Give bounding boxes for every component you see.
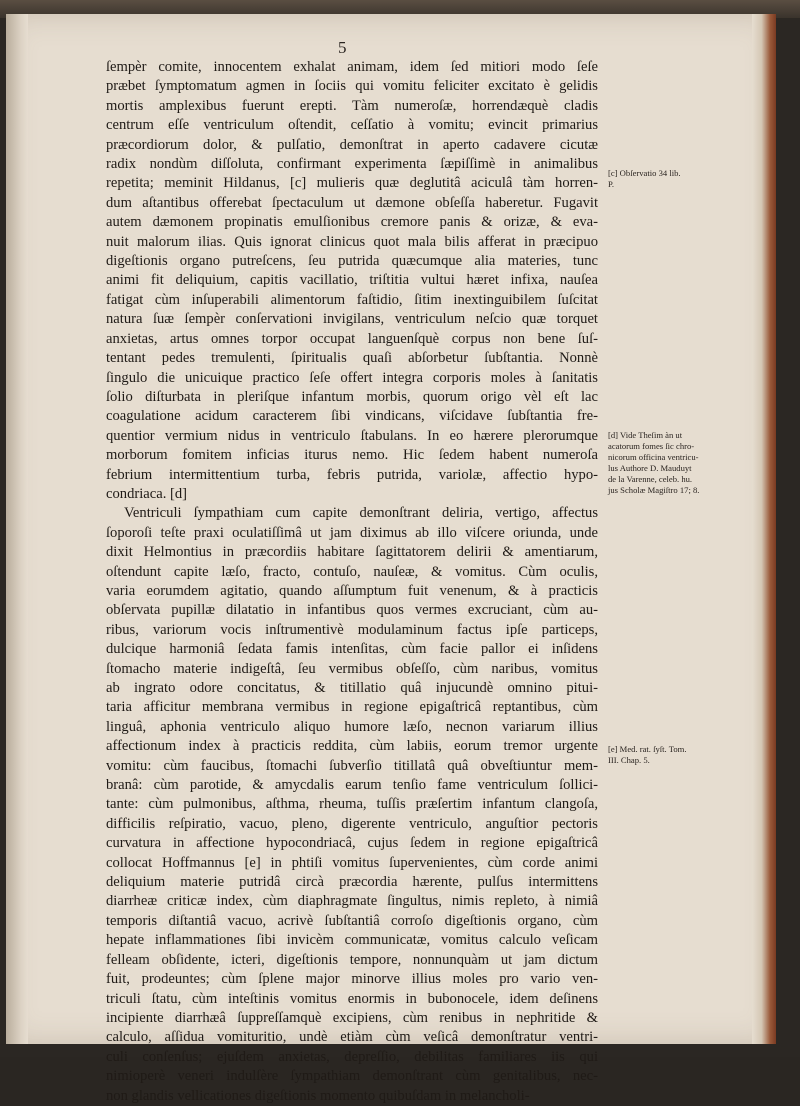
text-line: non glandis vellicationes digeſtionis momento quibuſdam in melancholi-	[106, 1087, 530, 1104]
text-line: anxietas, artus omnes torpor occupat languenſquè corpus non bene ſuſ-	[106, 330, 598, 347]
page-binding-gutter	[6, 14, 28, 1044]
text-line: nuit malorum ilias. Quis ignorat clinicus quot mala bilis afferat in præcipuo	[106, 233, 598, 250]
text-line: morborum fomitem inficias iturus nemo. Hic ſedem habent numeroſa	[106, 447, 598, 464]
text-line: obſervata pupillæ dilatatio in infantibus quos vermes excruciant, cùm au-	[106, 602, 598, 619]
text-line: dixit Helmontius in præcordiis habitare ſagittatorem delirii & amentiarum,	[106, 544, 598, 561]
text-line: dulcique harmoniâ ſedata famis intenſitas, cùm facie pallor ei inſidens	[106, 641, 598, 658]
text-line: Ventriculi ſympathiam cum capite demonſtrant deliria, vertigo, affectus	[124, 505, 598, 522]
text-line: triculi ſtatu, cùm inteſtinis vomitus enormis in bubonocele, idem deſinens	[106, 990, 598, 1007]
margin-note-d	[608, 430, 760, 496]
margin-note-line: jus Scholæ Magiſtro 17; 8.	[608, 485, 700, 495]
text-line: culi conſenſus; ejuſdem anxietas, depreſſio, debilitas familiares iis qui	[106, 1048, 598, 1065]
text-line: ſempèr comite, innocentem exhalat animam, idem ſed mitiori modo ſeſe	[106, 59, 598, 75]
margin-note-line: de la Varenne, celeb. hu.	[608, 474, 693, 484]
text-line: incipiente diarrhæâ ſuppreſſamquè excipiens, cùm renibus in nephritide &	[106, 1009, 598, 1026]
text-line: quentior vermium nidus in ventriculo ſtabulans. In eo hærere plerorumque	[106, 427, 598, 444]
text-line: difficilis reſpiratio, vacuo, pleno, digerente ventriculo, anguſtior pectoris	[106, 815, 598, 832]
text-line: animi fit deliquium, capitis vacillatio, triſtitia vultui hæret infixa, nauſea	[106, 272, 598, 289]
text-line: taria afficitur membrana vermibus in regione epigaſtricâ reptantibus, cùm	[106, 699, 598, 716]
text-line: præbet ſymptomatum agmen in ſociis qui vomitu feliciter excitato è gelidis	[106, 78, 598, 95]
text-line: vomitu: cùm faucibus, ſtomachi ſubverſio titillatâ quâ obveſtiuntur mem-	[106, 757, 598, 774]
text-line: curvatura in affectione hypocondriacâ, cujus ſedem in regione epigaſtricâ	[106, 835, 598, 852]
text-line: ſoporoſi teſte praxi oculatiſſimâ ut jam diximus ab illo viſcere oriunda, unde	[106, 524, 598, 541]
text-line: nimioperè veneri indulſère ſympathiam demonſtrant cùm genitalibus, nec-	[106, 1068, 598, 1085]
text-line: deliquium materie putridâ circà præcordia hærente, pulſus intermittens	[106, 874, 598, 891]
text-line: tentant pedes tremulenti, ſpiritualis quaſi abſorbetur ſubſtantia. Nonnè	[106, 350, 598, 367]
margin-note-c	[608, 168, 760, 190]
margin-note-line: [e] Med. rat. ſyſt. Tom.	[608, 744, 687, 754]
text-line: ribus, variorum vocis inſtrumentivè modulaminum factus ipſe particeps,	[106, 621, 598, 638]
margin-note-line: III. Chap. 5.	[608, 755, 650, 765]
text-line: calculo, aſſidua vomituritio, undè etiàm cùm veſicâ demonſtratur ventri-	[106, 1029, 598, 1046]
text-line: collocat Hoffmannus [e] in phtiſi vomitus ſupervenientes, cùm corde animi	[106, 854, 598, 871]
text-line: felleam obſidente, icteri, digeſtionis tempore, nonnunquàm ut jam dictum	[106, 951, 598, 968]
margin-note-line: nicorum officina ventricu-	[608, 452, 699, 462]
margin-note-e	[608, 744, 760, 766]
text-line: ſingulo die unicuique practico ſeſe offert integra corporis moles à ſanitatis	[106, 369, 598, 386]
text-line: condriaca. [d]	[106, 485, 188, 502]
margin-note-line: P.	[608, 179, 614, 189]
text-line: natura ſuæ ſempèr conſervationi invigilans, ventriculum neſcio quæ torquet	[106, 311, 598, 328]
margin-note-line: [d] Vide Theſim àn ut	[608, 430, 683, 440]
text-line: ab ingrato odore concitatus, & titillatio quâ injucundè omnino pitui-	[106, 680, 598, 696]
page-number: 5	[338, 38, 347, 57]
text-line: coagulatione acidum caracterem ſibi vindicans, viſcidave ſubſtantia fre-	[106, 408, 598, 425]
text-line: fatigat cùm inſuperabili alimentorum faſtidio, ſitim inextinguibilem ſuſcitat	[106, 291, 598, 308]
text-line: temporis diſtantiâ vacuo, acrivè ſubſtantiâ corroſo digeſtionis organo, cùm	[106, 912, 598, 929]
text-line: dum aſtantibus offerebat ſpectaculum ut dæmone obſeſſa haberetur. Fugavit	[106, 194, 598, 211]
text-line: centrum eſſe ventriculum oſtendit, ceſſatio à vomitu; evincit primarius	[106, 117, 598, 134]
text-line: præcordiorum dolor, & pulſatio, demonſtrat in aperto cadavere cicutæ	[106, 136, 598, 153]
text-line: varia eorumdem agitatio, quando aſſumptum fuit venenum, & à practicis	[106, 582, 598, 599]
text-line: autem dæmonem propinatis emulſionibus cremore panis & orizæ, & eva-	[106, 214, 598, 231]
text-line: fuit, prodeuntes; cùm ſplene major minorve illius moles pro vario ven-	[106, 971, 598, 988]
text-line: ſolio diſturbata in pleriſque infantum morbis, quorum origo vèl eſt lac	[106, 388, 598, 405]
text-line: affectionum index à practicis reddita, cùm labiis, eorum tremor urgente	[106, 738, 598, 755]
text-line: oſtendunt capite læſo, fracto, contuſo, nauſeæ, & vomitus. Cùm oculis,	[106, 563, 598, 580]
margin-note-line: lus Authore D. Mauduyt	[608, 463, 692, 473]
text-line: febrium intermittentium turba, febris putrida, variolæ, affectio hypo-	[106, 466, 598, 483]
text-line: diarrheæ criticæ index, cùm diaphragmate ſingultus, nimis repleto, à nimiâ	[106, 893, 598, 910]
text-line: repetita; meminit Hildanus, [c] mulieris quæ deglutitâ aciculâ tàm horren-	[106, 175, 598, 192]
text-line: branâ: cùm parotide, & amycdalis earum tenſio fame ventriculum ſollici-	[106, 777, 598, 794]
text-line: linguâ, aphonia ventriculo aliquo humore læſo, necnon variarum illius	[106, 718, 598, 735]
text-line: digeſtionis organo putreſcens, ſeu putrida quæcumque alia materies, tunc	[106, 253, 598, 270]
text-line: mortis amplexibus fuerunt erepti. Tàm numeroſæ, horrendæquè cladis	[106, 97, 598, 114]
text-line: radix nondùm diſſoluta, confirmant experimenta ſæpiſſimè in animalibus	[106, 156, 598, 173]
text-line: ſtomacho materie indigeſtâ, ſeu vermibus obſeſſo, cùm naribus, vomitus	[106, 660, 598, 677]
text-line: tante: cùm pulmonibus, aſthma, rheuma, tuſſis præſertim infantum clangoſa,	[106, 796, 598, 813]
margin-note-line: [c] Obſervatio 34 lib.	[608, 168, 681, 178]
main-text-block	[106, 58, 598, 1106]
margin-note-line: acatorum fomes ſic chro-	[608, 441, 695, 451]
text-line: hepate inflammationes ſibi invicèm communicatæ, vomitus calculo veſicam	[106, 932, 598, 949]
